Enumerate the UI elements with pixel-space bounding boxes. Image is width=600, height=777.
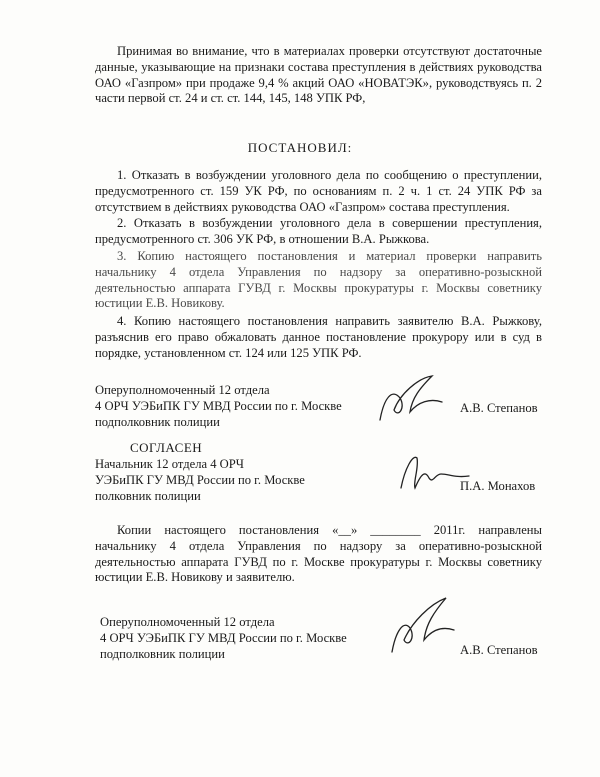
- resolution-heading: ПОСТАНОВИЛ:: [247, 140, 353, 155]
- approver-position: Начальник 12 отдела 4 ОРЧ: [95, 457, 244, 471]
- preamble-paragraph: Принимая во внимание, что в материалах проверки отсутствуют достаточные данные, указывающие на признаки состава преступления в действиях руководства ОАО «Газпром» при продаже 9,4 % акций ОАО «НОВАТЭК», руководствуясь п. 2 части первой ст. 24 и ст. ст. 144, 145, 148 УПК РФ,: [95, 44, 542, 106]
- signer1-rank: подполковник полиции: [95, 415, 220, 429]
- signer2-signature: [380, 590, 460, 660]
- signer1-unit: 4 ОРЧ УЭБиПК ГУ МВД России по г. Москве: [95, 399, 342, 413]
- signer2-rank: подполковник полиции: [100, 647, 225, 661]
- item-1-paragraph: 1. Отказать в возбуждении уголовного дела по сообщению о преступлении, предусмотренного ст. 159 УК РФ, по основаниям п. 2 ч. 1 ст. 24 УПК РФ за отсутствием в действиях руководства ОАО «Газпром» состава преступления.: [95, 168, 542, 214]
- signer1-position: Оперуполномоченный 12 отдела: [95, 383, 270, 397]
- signer1-signature: [370, 368, 450, 428]
- signer1-block: [95, 382, 342, 430]
- approver-name: П.А. Монахов: [460, 479, 536, 493]
- item-2-paragraph: 2. Отказать в возбуждении уголовного дела в совершении преступления, предусмотренного ст. 306 УК РФ, в отношении В.А. Рыжкова.: [95, 216, 542, 246]
- copies-note-paragraph: Копии настоящего постановления «__» ________ 2011г. направлены начальнику 4 отдела Управления по надзору за оперативно-розыскной деятельностью аппарата ГУВД по г. Москве прокуратуры г. Москвы советнику юстиции Е.В. Новикову и заявителю.: [95, 523, 542, 585]
- approver-rank: полковник полиции: [95, 489, 201, 503]
- signer2-block: [100, 614, 347, 662]
- approval-label: СОГЛАСЕН: [130, 440, 203, 455]
- item-3-paragraph: 3. Копию настоящего постановления и материал проверки направить начальнику 4 отдела Управления по надзору за оперативно-розыскной деятельностью аппарата ГУВД г. Москвы прокуратуры г. Москвы советнику юстиции Е.В. Новикову.: [95, 249, 542, 311]
- approval-block: [95, 456, 305, 504]
- signer2-unit: 4 ОРЧ УЭБиПК ГУ МВД России по г. Москве: [100, 631, 347, 645]
- signer2-name: А.В. Степанов: [460, 643, 538, 657]
- item-4-paragraph: 4. Копию настоящего постановления направить заявителю В.А. Рыжкову, разъяснив его право обжаловать данное постановление прокурору или в суд в порядке, установленном ст. 124 или 125 УПК РФ.: [95, 314, 542, 360]
- approver-unit: УЭБиПК ГУ МВД России по г. Москве: [95, 473, 305, 487]
- signer2-position: Оперуполномоченный 12 отдела: [100, 615, 275, 629]
- signer1-name: А.В. Степанов: [460, 401, 538, 415]
